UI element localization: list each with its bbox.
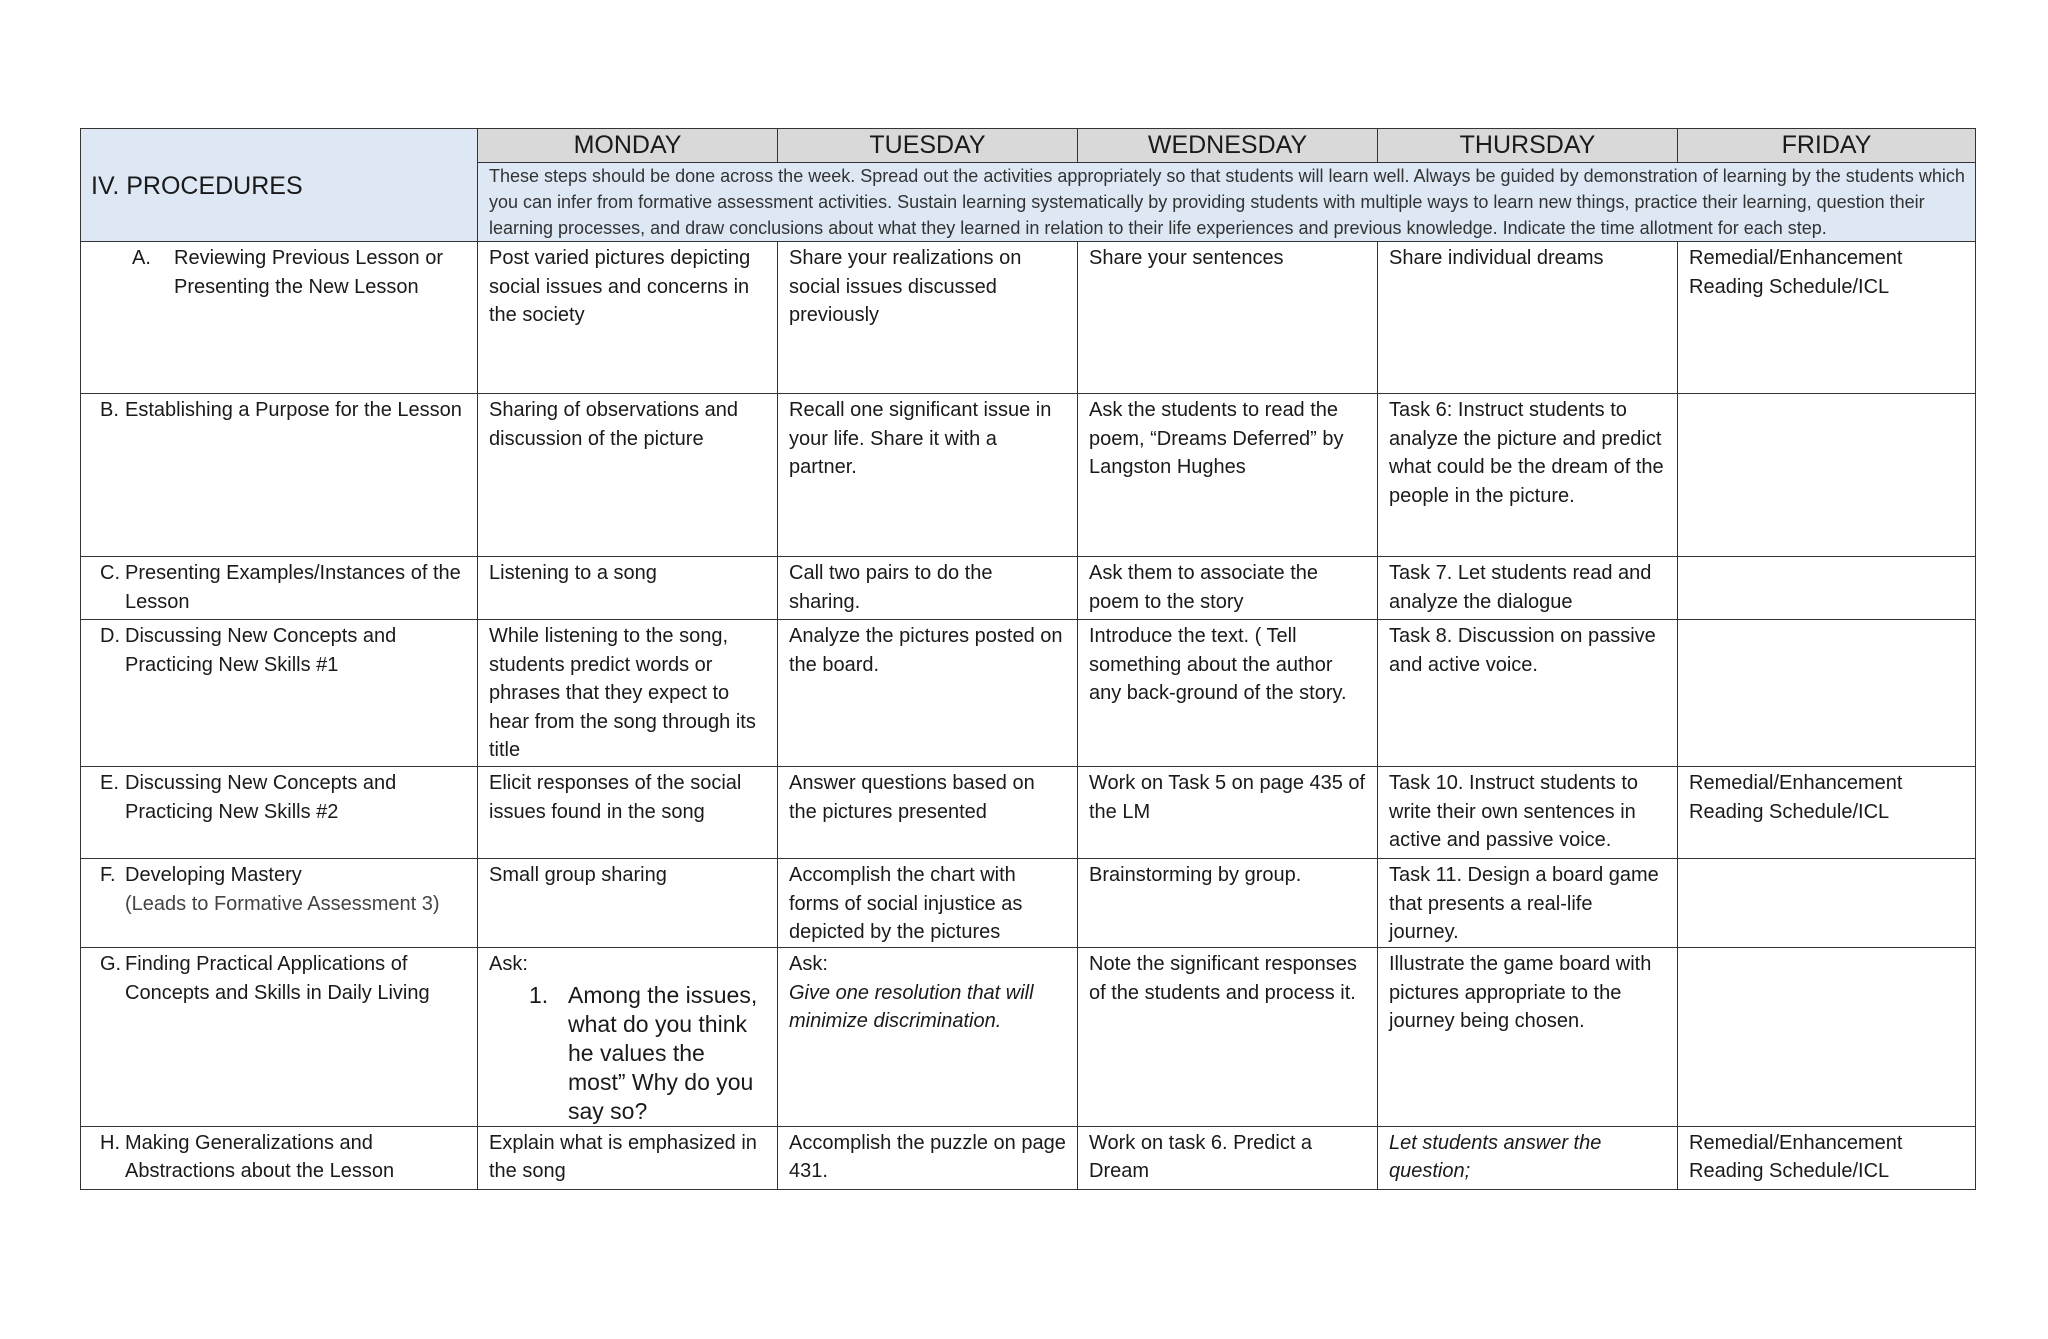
cell-monday: While listening to the song, students predict words or phrases that they expect to hear from the song through its title <box>478 620 778 767</box>
cell-thursday: Task 11. Design a board game that presents a real-life journey. <box>1378 859 1678 948</box>
table-row <box>81 1126 1976 1189</box>
row-label-d <box>81 620 478 767</box>
row-letter: D. <box>100 625 120 647</box>
cell-tuesday: Analyze the pictures posted on the board. <box>778 620 1078 767</box>
cell-friday <box>1678 557 1976 620</box>
cell-tuesday: Call two pairs to do the sharing. <box>778 557 1078 620</box>
table-row <box>81 620 1976 767</box>
row-sublabel: (Leads to Formative Assessment 3) <box>125 892 440 915</box>
row-label-text: Presenting Examples/Instances of the Lesson <box>125 562 461 613</box>
cell-friday <box>1678 859 1976 948</box>
cell-monday: Elicit responses of the social issues found in the song <box>478 767 778 859</box>
cell-friday <box>1678 948 1976 1127</box>
row-letter: H. <box>100 1131 120 1154</box>
row-letter: A. <box>132 247 151 269</box>
cell-tuesday <box>778 948 1078 1127</box>
cell-wednesday: Ask them to associate the poem to the story <box>1078 557 1378 620</box>
row-label-a <box>81 242 478 394</box>
question-text: Among the issues, what do you think he values the most” Why do you say so? <box>568 981 758 1124</box>
cell-friday: Remedial/Enhancement Reading Schedule/ICL <box>1678 767 1976 859</box>
cell-thursday: Share individual dreams <box>1378 242 1678 394</box>
row-label-text: Establishing a Purpose for the Lesson <box>125 399 462 421</box>
cell-tuesday: Share your realizations on social issues discussed previously <box>778 242 1078 394</box>
question-number: 1. <box>529 981 549 1008</box>
cell-friday: Remedial/Enhancement Reading Schedule/ICL <box>1678 1126 1976 1189</box>
ask-label: Ask: <box>489 953 528 975</box>
table-row <box>81 859 1976 948</box>
question-text: Give one resolution that will minimize discrimination. <box>789 981 1034 1032</box>
cell-thursday: Task 6: Instruct students to analyze the picture and predict what could be the dream of the people in the picture. <box>1378 394 1678 557</box>
cell-friday <box>1678 394 1976 557</box>
section-title: IV. PROCEDURES <box>81 129 478 242</box>
row-label-c <box>81 557 478 620</box>
cell-friday: Remedial/Enhancement Reading Schedule/ICL <box>1678 242 1976 394</box>
table-row <box>81 242 1976 394</box>
row-label-text: Discussing New Concepts and Practicing New Skills #1 <box>125 625 397 676</box>
day-header-monday: MONDAY <box>478 129 778 163</box>
day-header-wednesday: WEDNESDAY <box>1078 129 1378 163</box>
day-header-row <box>81 129 1976 163</box>
cell-wednesday: Work on task 6. Predict a Dream <box>1078 1126 1378 1189</box>
row-label-text: Discussing New Concepts and Practicing New Skills #2 <box>125 772 397 823</box>
row-letter: E. <box>100 772 119 794</box>
cell-thursday: Let students answer the question; <box>1378 1126 1678 1189</box>
cell-tuesday: Accomplish the chart with forms of social injustice as depicted by the pictures <box>778 859 1078 948</box>
table-row <box>81 948 1976 1127</box>
cell-thursday: Task 8. Discussion on passive and active voice. <box>1378 620 1678 767</box>
cell-wednesday: Note the significant responses of the students and process it. <box>1078 948 1378 1127</box>
row-label-text: Finding Practical Applications of Concepts and Skills in Daily Living <box>125 953 430 1004</box>
row-label-h <box>81 1126 478 1189</box>
row-label-b <box>81 394 478 557</box>
day-header-friday: FRIDAY <box>1678 129 1976 163</box>
cell-monday <box>478 948 778 1127</box>
procedures-table <box>80 128 1976 1190</box>
row-label-text: Making Generalizations and Abstractions about the Lesson <box>125 1131 395 1182</box>
row-label-text: Reviewing Previous Lesson or Presenting the New Lesson <box>174 247 444 298</box>
ask-label: Ask: <box>789 953 828 975</box>
cell-thursday: Task 10. Instruct students to write their own sentences in active and passive voice. <box>1378 767 1678 859</box>
cell-tuesday: Answer questions based on the pictures presented <box>778 767 1078 859</box>
cell-wednesday: Work on Task 5 on page 435 of the LM <box>1078 767 1378 859</box>
row-letter: G. <box>100 953 122 975</box>
numbered-question <box>489 981 767 1126</box>
row-letter: B. <box>100 399 119 421</box>
cell-thursday: Illustrate the game board with pictures appropriate to the journey being chosen. <box>1378 948 1678 1127</box>
table-row <box>81 557 1976 620</box>
row-letter: F. <box>100 864 116 886</box>
cell-friday <box>1678 620 1976 767</box>
cell-wednesday: Ask the students to read the poem, “Dreams Deferred” by Langston Hughes <box>1078 394 1378 557</box>
day-header-tuesday: TUESDAY <box>778 129 1078 163</box>
cell-monday: Sharing of observations and discussion of the picture <box>478 394 778 557</box>
cell-tuesday: Recall one significant issue in your life. Share it with a partner. <box>778 394 1078 557</box>
cell-monday: Listening to a song <box>478 557 778 620</box>
row-label-e <box>81 767 478 859</box>
table-row <box>81 394 1976 557</box>
cell-wednesday: Introduce the text. ( Tell something about the author any back-ground of the story. <box>1078 620 1378 767</box>
row-label-text: Developing Mastery <box>125 864 302 886</box>
row-label-g <box>81 948 478 1127</box>
cell-thursday: Task 7. Let students read and analyze the dialogue <box>1378 557 1678 620</box>
cell-wednesday: Brainstorming by group. <box>1078 859 1378 948</box>
day-header-thursday: THURSDAY <box>1378 129 1678 163</box>
row-label-f <box>81 859 478 948</box>
cell-tuesday: Accomplish the puzzle on page 431. <box>778 1126 1078 1189</box>
cell-monday: Explain what is emphasized in the song <box>478 1126 778 1189</box>
row-letter: C. <box>100 562 120 584</box>
intro-text: These steps should be done across the week. Spread out the activities appropriately so that students will learn well. Always be guided by demonstration of learning by the students which you can infer from formative assessment activities. Sustain learning systematically by providing students with multiple ways to learn new things, practice their learning, question their learning processes, and draw conclusions about what they learned in relation to their life experiences and previous knowledge. Indicate the time allotment for each step. <box>478 163 1976 242</box>
cell-monday: Post varied pictures depicting social issues and concerns in the society <box>478 242 778 394</box>
table-row <box>81 767 1976 859</box>
cell-monday: Small group sharing <box>478 859 778 948</box>
cell-wednesday: Share your sentences <box>1078 242 1378 394</box>
